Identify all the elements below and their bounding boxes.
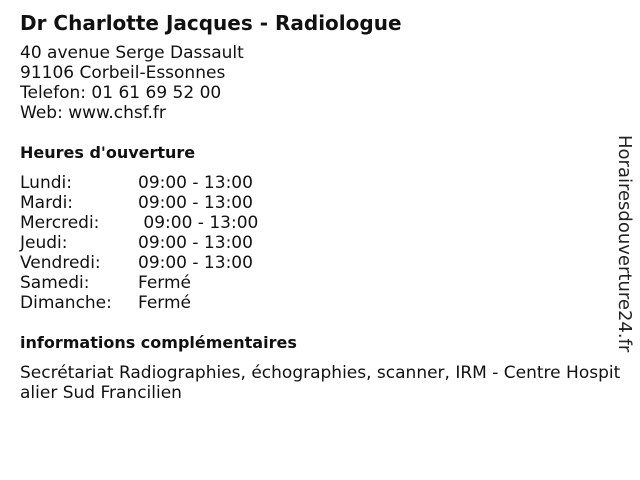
hours-row-mardi [20,193,630,213]
hours-table [20,173,630,313]
hours-row-dimanche [20,293,630,313]
hours-row-mercredi [20,213,630,233]
day-label: Mardi: [20,193,74,213]
hours-row-vendredi [20,253,630,273]
info-heading: informations complémentaires [20,333,297,352]
watermark: Horairesdouverture24.fr [614,135,635,353]
day-label: Jeudi: [20,233,68,253]
time-value: 09:00 - 13:00 [138,213,259,233]
day-label: Samedi: [20,273,90,293]
time-value: Fermé [138,293,192,313]
address-street: 40 avenue Serge Dassault [20,43,244,63]
day-label: Dimanche: [20,293,112,313]
time-value: 09:00 - 13:00 [138,253,253,273]
info-text: Secrétariat Radiographies, échographies, scanner, IRM - Centre Hospitalier Sud Francilien [20,363,621,403]
time-value: 09:00 - 13:00 [138,173,253,193]
business-card [20,10,630,403]
address-web: Web: www.chsf.fr [20,103,166,123]
day-label: Mercredi: [20,213,100,233]
address-block [20,43,630,123]
time-value: Fermé [138,273,192,293]
address-phone: Telefon: 01 61 69 52 00 [20,83,222,103]
page-title: Dr Charlotte Jacques - Radiologue [20,11,402,35]
day-label: Vendredi: [20,253,101,273]
day-label: Lundi: [20,173,72,193]
hours-row-lundi [20,173,630,193]
hours-heading: Heures d'ouverture [20,143,196,162]
address-city: 91106 Corbeil-Essonnes [20,63,226,83]
time-value: 09:00 - 13:00 [138,193,253,213]
hours-row-samedi [20,273,630,293]
time-value: 09:00 - 13:00 [138,233,253,253]
hours-row-jeudi [20,233,630,253]
